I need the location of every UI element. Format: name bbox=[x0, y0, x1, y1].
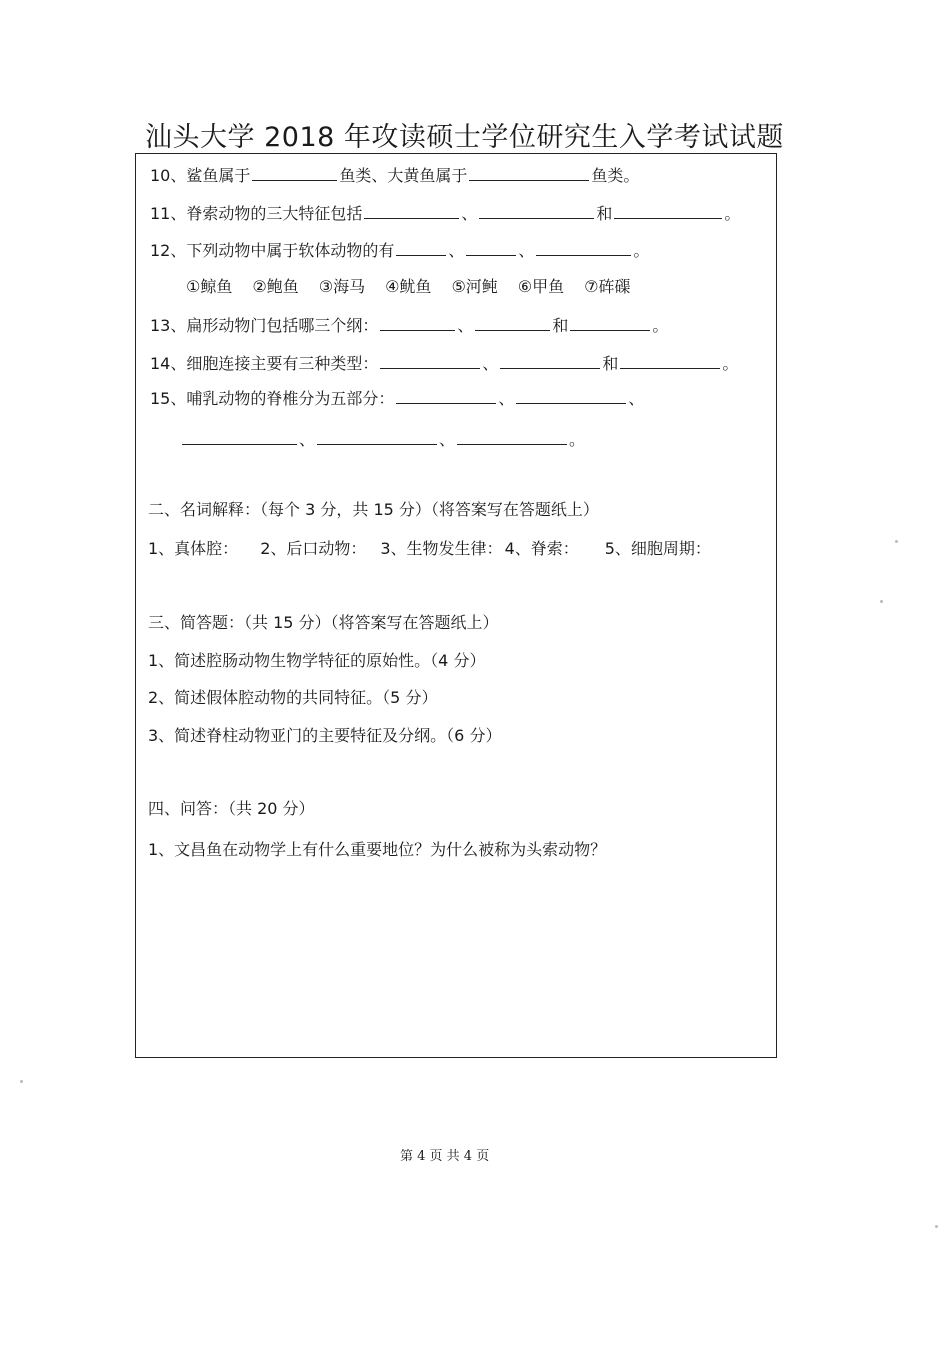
answer-blank[interactable] bbox=[500, 352, 600, 369]
section-3-heading: 三、简答题：（共 15 分）（将答案写在答题纸上） bbox=[148, 613, 499, 632]
answer-blank[interactable] bbox=[469, 164, 589, 181]
question-15-continued: 、 、 。 bbox=[180, 428, 585, 450]
answer-blank[interactable] bbox=[457, 428, 567, 445]
list-item: 3、简述脊柱动物亚门的主要特征及分纲。（6 分） bbox=[148, 726, 502, 745]
answer-blank[interactable] bbox=[396, 387, 496, 404]
option-item: ③海马 bbox=[318, 277, 366, 296]
answer-blank[interactable] bbox=[570, 314, 650, 331]
list-item: 1、简述腔肠动物生物学特征的原始性。（4 分） bbox=[148, 651, 486, 670]
question-12: 12、下列动物中属于软体动物的有 、 、 。 bbox=[150, 241, 650, 260]
answer-blank[interactable] bbox=[479, 202, 594, 219]
term-item: 5、细胞周期： bbox=[604, 539, 711, 558]
term-item: 1、真体腔： bbox=[148, 539, 239, 558]
question-15: 15、哺乳动物的脊椎分为五部分： 、 、 bbox=[150, 389, 645, 408]
option-item: ①鲸鱼 bbox=[186, 277, 233, 296]
page-number: 第 4 页 共 4 页 bbox=[400, 1149, 490, 1164]
answer-blank[interactable] bbox=[516, 387, 626, 404]
section-2-heading: 二、名词解释：（每个 3 分，共 15 分）（将答案写在答题纸上） bbox=[148, 500, 599, 519]
answer-blank[interactable] bbox=[364, 202, 459, 219]
option-item: ⑥甲鱼 bbox=[517, 277, 565, 296]
answer-blank[interactable] bbox=[620, 352, 720, 369]
answer-blank[interactable] bbox=[182, 428, 297, 445]
question-14: 14、细胞连接主要有三种类型： 、 和 。 bbox=[150, 354, 739, 373]
question-13: 13、扁形动物门包括哪三个纲： 、 和 。 bbox=[150, 316, 669, 335]
option-item: ④鱿鱼 bbox=[385, 277, 432, 296]
answer-blank[interactable] bbox=[536, 239, 631, 256]
scan-speck bbox=[880, 600, 883, 603]
option-item: ⑦砗磲 bbox=[584, 277, 631, 296]
term-item: 2、后口动物： bbox=[260, 539, 367, 558]
scan-speck bbox=[20, 1080, 23, 1083]
answer-blank[interactable] bbox=[466, 239, 516, 256]
list-item: 2、简述假体腔动物的共同特征。（5 分） bbox=[148, 688, 438, 707]
scan-speck bbox=[935, 1225, 938, 1228]
answer-blank[interactable] bbox=[380, 352, 480, 369]
scan-speck bbox=[895, 540, 898, 543]
option-item: ⑤河鲀 bbox=[451, 277, 498, 296]
option-item: ②鲍鱼 bbox=[252, 277, 299, 296]
section-4-heading: 四、问答：（共 20 分） bbox=[148, 799, 315, 818]
question-11: 11、脊索动物的三大特征包括 、 和 。 bbox=[150, 204, 741, 223]
question-12-options bbox=[186, 277, 651, 297]
answer-blank[interactable] bbox=[252, 164, 337, 181]
answer-blank[interactable] bbox=[614, 202, 722, 219]
answer-blank[interactable] bbox=[380, 314, 455, 331]
answer-blank[interactable] bbox=[317, 428, 437, 445]
term-item: 3、生物发生律： bbox=[380, 539, 503, 558]
question-10: 10、鲨鱼属于 鱼类、大黄鱼属于 鱼类。 bbox=[150, 166, 640, 185]
exam-title: 汕头大学 2018 年攻读硕士学位研究生入学考试试题 bbox=[145, 122, 784, 153]
section-2-terms bbox=[148, 539, 711, 559]
list-item: 1、文昌鱼在动物学上有什么重要地位？为什么被称为头索动物？ bbox=[148, 840, 607, 859]
answer-blank[interactable] bbox=[475, 314, 550, 331]
term-item: 4、脊索： bbox=[504, 539, 579, 558]
answer-blank[interactable] bbox=[396, 239, 446, 256]
